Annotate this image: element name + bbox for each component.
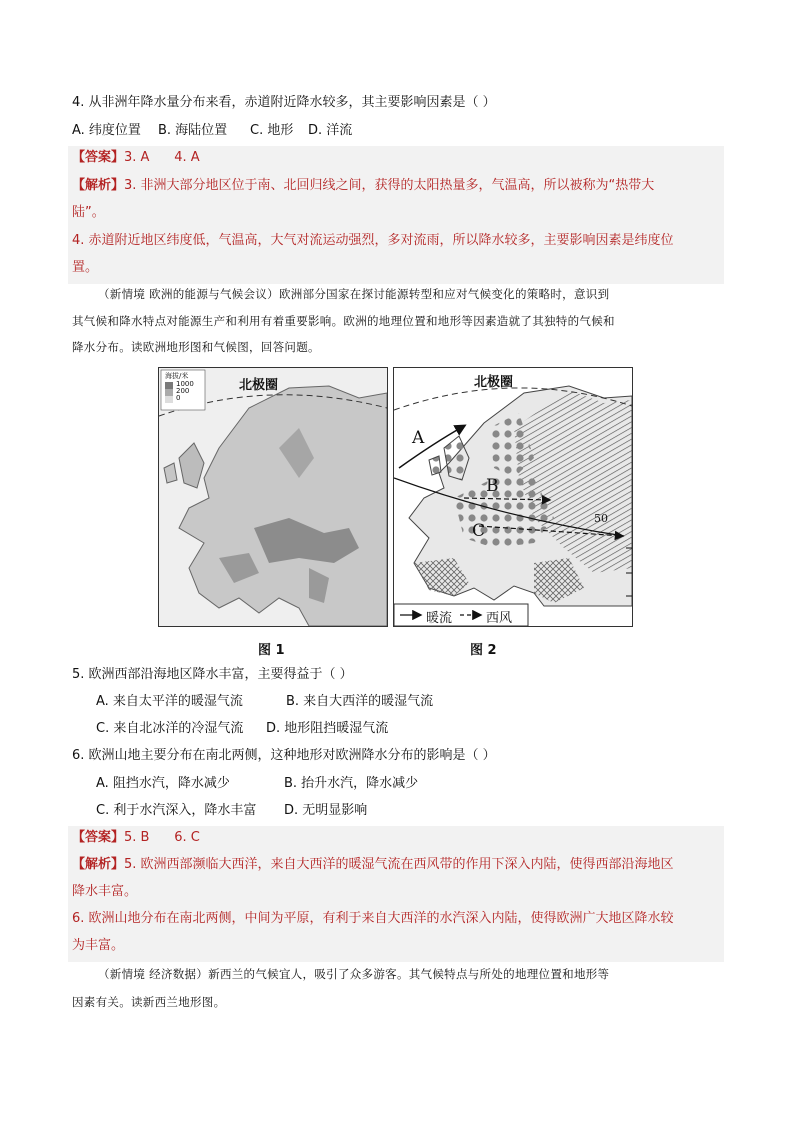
label-a: A <box>412 428 425 448</box>
analysis-line-4: 置。 <box>72 260 99 275</box>
q4-option-c: C. 地形 <box>250 123 294 138</box>
answer-line: 【答案】5. B 6. C <box>72 830 200 845</box>
q4-stem: 4. 从非洲年降水量分布来看，赤道附近降水较多，其主要影响因素是（ ） <box>72 95 496 110</box>
europe-climate-map <box>393 367 633 627</box>
q6-option-d: D. 无明显影响 <box>284 803 368 818</box>
q6-option-b: B. 抬升水汽，降水减少 <box>284 776 419 791</box>
figure-1-caption: 图 1 <box>258 643 285 658</box>
answer-line: 【答案】3. A 4. A <box>72 150 200 165</box>
intro1-line1: （新情境 欧洲的能源与气候会议）欧洲部分国家在探讨能源转型和应对气候变化的策略时，意识到 <box>98 287 610 301</box>
q5-options-row1 <box>96 692 433 712</box>
q6-stem: 6. 欧洲山地主要分布在南北两侧，这种地形对欧洲降水分布的影响是（ ） <box>72 748 496 763</box>
q4-options <box>72 121 352 141</box>
intro2-line2: 因素有关。读新西兰地形图。 <box>72 995 226 1009</box>
q4-option-a: A. 纬度位置 <box>72 123 141 138</box>
q6-options-row1 <box>96 774 418 794</box>
q5-options-row2 <box>96 719 388 739</box>
analysis-line-1: 【解析】5. 欧洲西部濒临大西洋，来自大西洋的暖湿气流在西风带的作用下深入内陆，使得西部沿海地区 <box>72 857 674 872</box>
q5-option-b: B. 来自大西洋的暖湿气流 <box>286 694 434 709</box>
legend-westerlies: 西风 <box>486 611 513 626</box>
analysis-line-1: 【解析】3. 非洲大部分地区位于南、北回归线之间，获得的太阳热量多，气温高，所以被称为“热带大 <box>72 178 655 193</box>
q5-option-a: A. 来自太平洋的暖湿气流 <box>96 694 243 709</box>
q5-stem: 5. 欧洲西部沿海地区降水丰富，主要得益于（ ） <box>72 667 353 682</box>
arctic-circle-label-2: 北极圈 <box>474 375 514 390</box>
intro1-line3: 降水分布。读欧洲地形图和气候图，回答问题。 <box>72 340 320 354</box>
climate-map-svg <box>394 368 632 626</box>
arctic-circle-label: 北极圈 <box>239 378 279 393</box>
q6-option-c: C. 利于水汽深入，降水丰富 <box>96 803 257 818</box>
q6-options-row2 <box>96 801 367 821</box>
label-c: C <box>472 521 486 541</box>
analysis-line-4: 为丰富。 <box>72 938 125 953</box>
analysis-line-3: 6. 欧洲山地分布在南北两侧，中间为平原，有利于来自大西洋的水汽深入内陆，使得欧洲广大地区降水较 <box>72 911 674 926</box>
q6-option-a: A. 阻挡水汽，降水减少 <box>96 776 230 791</box>
terrain-map-svg <box>159 368 387 626</box>
analysis-line-3: 4. 赤道附近地区纬度低，气温高，大气对流运动强烈，多对流雨，所以降水较多，主要影响因素是纬度位 <box>72 233 674 248</box>
q4-option-b: B. 海陆位置 <box>158 123 228 138</box>
latitude-label: 50 <box>594 512 608 525</box>
figure-2-caption: 图 2 <box>470 643 497 658</box>
intro2-line1: （新情境 经济数据）新西兰的气候宜人，吸引了众多游客。其气候特点与所处的地理位置和地形等 <box>98 967 610 981</box>
q5-option-d: D. 地形阻挡暖湿气流 <box>266 721 389 736</box>
legend-levels: 1000 200 0 <box>176 380 194 402</box>
analysis-line-2: 降水丰富。 <box>72 884 138 899</box>
answer-block-1 <box>68 146 724 284</box>
intro1-line2: 其气候和降水特点对能源生产和利用有着重要影响。欧洲的地理位置和地形等因素造就了其独特的气候和 <box>72 314 615 328</box>
q5-option-c: C. 来自北冰洋的冷湿气流 <box>96 721 244 736</box>
legend-warm-current: 暖流 <box>426 611 453 626</box>
label-b: B <box>486 476 499 496</box>
legend-title: 海拔/米 <box>165 372 189 380</box>
europe-terrain-map <box>158 367 388 627</box>
q4-option-d: D. 洋流 <box>308 123 353 138</box>
answer-block-2 <box>68 826 724 962</box>
analysis-line-2: 陆”。 <box>72 205 105 220</box>
